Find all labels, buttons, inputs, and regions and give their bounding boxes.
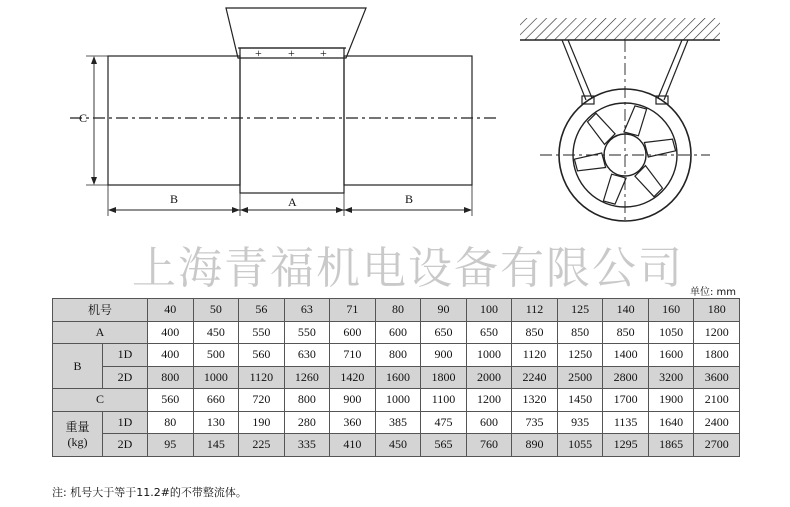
spec-table <box>52 298 740 457</box>
table-row-b <box>53 366 740 389</box>
table-cell: 450 <box>193 321 239 344</box>
table-cell: 1250 <box>557 344 603 367</box>
left-duct-section <box>108 56 240 185</box>
sub-row-label: 1D <box>103 344 148 367</box>
table-cell: 1865 <box>648 434 694 457</box>
hopper-mark: + <box>288 46 295 60</box>
side-view <box>70 8 500 216</box>
hopper-mark: + <box>255 46 262 60</box>
table-cell: 565 <box>421 434 467 457</box>
table-row-a <box>53 321 740 344</box>
table-cell: 280 <box>284 411 330 434</box>
table-cell: 935 <box>557 411 603 434</box>
sub-row-label: 2D <box>103 434 148 457</box>
table-cell: 225 <box>239 434 285 457</box>
table-cell: 63 <box>284 299 330 322</box>
table-cell: 500 <box>193 344 239 367</box>
table-cell: 400 <box>148 344 194 367</box>
table-cell: 600 <box>375 321 421 344</box>
weight-unit: (kg) <box>67 434 88 449</box>
table-cell: 56 <box>239 299 285 322</box>
table-cell: 125 <box>557 299 603 322</box>
table-cell: 660 <box>193 389 239 412</box>
table-cell: 1800 <box>694 344 740 367</box>
dim-label-b-left: B <box>170 192 179 206</box>
table-cell: 1120 <box>512 344 558 367</box>
table-cell: 50 <box>193 299 239 322</box>
table-cell: 800 <box>375 344 421 367</box>
table-cell: 1120 <box>239 366 285 389</box>
table-cell: 2000 <box>466 366 512 389</box>
ceiling-hatch <box>520 18 720 40</box>
table-cell: 2400 <box>694 411 740 434</box>
junction-box <box>226 8 366 58</box>
table-cell: 1800 <box>421 366 467 389</box>
table-cell: 1260 <box>284 366 330 389</box>
sub-row-label: 1D <box>103 411 148 434</box>
table-cell: 80 <box>148 411 194 434</box>
table-cell: 900 <box>330 389 376 412</box>
table-cell: 800 <box>148 366 194 389</box>
table-row-b <box>53 344 740 367</box>
dim-label-a: A <box>288 195 297 209</box>
table-cell: 112 <box>512 299 558 322</box>
table-cell: 71 <box>330 299 376 322</box>
table-cell: 190 <box>239 411 285 434</box>
table-cell: 1200 <box>466 389 512 412</box>
table-cell: 850 <box>557 321 603 344</box>
table-cell: 550 <box>284 321 330 344</box>
table-cell: 475 <box>421 411 467 434</box>
table-cell: 3200 <box>648 366 694 389</box>
table-cell: 760 <box>466 434 512 457</box>
table-cell: 160 <box>648 299 694 322</box>
table-cell: 2500 <box>557 366 603 389</box>
footnote: 注: 机号大于等于11.2#的不带整流体。 <box>52 486 247 499</box>
table-row-c <box>53 389 740 412</box>
table-cell: 1100 <box>421 389 467 412</box>
table-cell: 2800 <box>603 366 649 389</box>
motor-housing <box>240 48 344 193</box>
table-cell: 1135 <box>603 411 649 434</box>
table-cell: 1200 <box>694 321 740 344</box>
table-cell: 1050 <box>648 321 694 344</box>
table-cell: 140 <box>603 299 649 322</box>
table-cell: 850 <box>512 321 558 344</box>
fan-blade <box>624 106 647 136</box>
table-cell: 800 <box>284 389 330 412</box>
table-cell: 630 <box>284 344 330 367</box>
table-cell: 1320 <box>512 389 558 412</box>
row-label: B <box>53 344 103 389</box>
table-row-header <box>53 299 740 322</box>
table-cell: 130 <box>193 411 239 434</box>
table-cell: 145 <box>193 434 239 457</box>
table-cell: 650 <box>466 321 512 344</box>
hopper-mark: + <box>320 46 327 60</box>
table-cell: 560 <box>148 389 194 412</box>
table-cell: 1055 <box>557 434 603 457</box>
dim-label-b-right: B <box>405 192 414 206</box>
table-cell: 180 <box>694 299 740 322</box>
table-cell: 560 <box>239 344 285 367</box>
table-row-weight <box>53 434 740 457</box>
table-cell: 385 <box>375 411 421 434</box>
table-row-weight <box>53 411 740 434</box>
fan-blade <box>603 174 626 204</box>
table-cell: 3600 <box>694 366 740 389</box>
row-label <box>53 411 103 456</box>
table-cell: 410 <box>330 434 376 457</box>
table-cell: 890 <box>512 434 558 457</box>
table-cell: 1700 <box>603 389 649 412</box>
table-cell: 1600 <box>375 366 421 389</box>
right-duct-section <box>344 56 472 185</box>
table-cell: 900 <box>421 344 467 367</box>
table-cell: 600 <box>330 321 376 344</box>
table-cell: 95 <box>148 434 194 457</box>
table-cell: 100 <box>466 299 512 322</box>
table-cell: 1640 <box>648 411 694 434</box>
table-cell: 90 <box>421 299 467 322</box>
unit-label: 单位: mm <box>689 287 736 298</box>
row-label: C <box>53 389 148 412</box>
table-cell: 335 <box>284 434 330 457</box>
fan-blade <box>644 139 675 157</box>
table-cell: 2240 <box>512 366 558 389</box>
table-cell: 850 <box>603 321 649 344</box>
table-cell: 360 <box>330 411 376 434</box>
table-cell: 1450 <box>557 389 603 412</box>
sub-row-label: 2D <box>103 366 148 389</box>
front-view <box>520 18 720 222</box>
dim-label-c: C <box>79 111 88 125</box>
table-cell: 1000 <box>466 344 512 367</box>
table-cell: 735 <box>512 411 558 434</box>
table-cell: 1420 <box>330 366 376 389</box>
table-cell: 400 <box>148 321 194 344</box>
table-cell: 1600 <box>648 344 694 367</box>
table-cell: 450 <box>375 434 421 457</box>
table-cell: 720 <box>239 389 285 412</box>
table-cell: 2700 <box>694 434 740 457</box>
table-cell: 650 <box>421 321 467 344</box>
table-cell: 80 <box>375 299 421 322</box>
fan-blade <box>574 153 605 171</box>
table-cell: 1000 <box>193 366 239 389</box>
table-cell: 1000 <box>375 389 421 412</box>
table-cell: 40 <box>148 299 194 322</box>
row-label: A <box>53 321 148 344</box>
table-cell: 1295 <box>603 434 649 457</box>
table-cell: 550 <box>239 321 285 344</box>
table-cell: 600 <box>466 411 512 434</box>
weight-label: 重量 <box>65 419 90 434</box>
header-label: 机号 <box>53 299 148 322</box>
company-watermark: 上海青福机电设备有限公司 <box>132 243 684 294</box>
table-cell: 710 <box>330 344 376 367</box>
table-cell: 1900 <box>648 389 694 412</box>
table-cell: 1400 <box>603 344 649 367</box>
table-cell: 2100 <box>694 389 740 412</box>
